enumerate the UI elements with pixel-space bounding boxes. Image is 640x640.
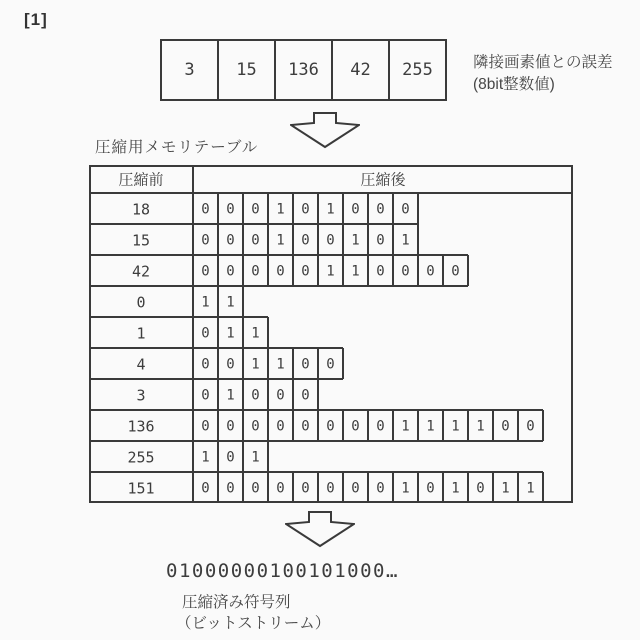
down-arrow-icon <box>285 511 355 548</box>
bit-cell: 0 <box>326 418 335 435</box>
bit-cell: 1 <box>401 232 410 249</box>
input-array-caption <box>473 52 613 96</box>
bit-cell: 0 <box>401 201 410 218</box>
bit-cell: 0 <box>226 201 235 218</box>
output-bitstream: 01000000100101000… <box>166 560 399 582</box>
bit-cell: 1 <box>226 387 235 404</box>
bit-cell: 0 <box>351 201 360 218</box>
bit-cell: 0 <box>201 201 210 218</box>
pixel-value-cell: 136 <box>274 39 333 101</box>
bit-cell: 0 <box>401 263 410 280</box>
bit-cell: 0 <box>226 356 235 373</box>
row-value: 15 <box>131 231 151 250</box>
bit-cell: 0 <box>226 418 235 435</box>
bit-cell: 1 <box>251 325 260 342</box>
bit-cell: 0 <box>501 418 510 435</box>
row-value: 3 <box>136 386 146 405</box>
bit-cell: 1 <box>451 418 460 435</box>
bit-cell: 1 <box>501 480 510 497</box>
row-value: 136 <box>127 417 155 436</box>
bit-cell: 0 <box>251 418 260 435</box>
bit-cell: 1 <box>451 480 460 497</box>
bit-cell: 0 <box>201 387 210 404</box>
bit-cell: 0 <box>201 325 210 342</box>
compression-memory-table-grid <box>89 165 573 504</box>
col-header-before: 圧縮前 <box>118 171 164 189</box>
bit-cell: 0 <box>301 232 310 249</box>
bit-cell: 0 <box>226 263 235 280</box>
bit-cell: 0 <box>276 263 285 280</box>
bit-cell: 0 <box>376 263 385 280</box>
bit-cell: 0 <box>251 387 260 404</box>
bit-cell: 0 <box>301 201 310 218</box>
bit-cell: 0 <box>301 418 310 435</box>
bit-cell: 1 <box>276 356 285 373</box>
bit-cell: 1 <box>401 480 410 497</box>
bit-cell: 0 <box>301 263 310 280</box>
bit-cell: 0 <box>526 418 535 435</box>
bit-cell: 0 <box>451 263 460 280</box>
bit-cell: 0 <box>301 480 310 497</box>
bit-cell: 1 <box>251 356 260 373</box>
pixel-value-array <box>160 39 447 101</box>
bit-cell: 0 <box>251 201 260 218</box>
output-caption-line1: 圧縮済み符号列 <box>182 594 291 611</box>
bit-cell: 0 <box>251 480 260 497</box>
bit-cell: 1 <box>276 232 285 249</box>
bit-cell: 0 <box>351 480 360 497</box>
input-array-caption-line2: (8bit整数値) <box>473 76 555 93</box>
bit-cell: 0 <box>301 387 310 404</box>
bit-cell: 0 <box>201 263 210 280</box>
bit-cell: 0 <box>226 232 235 249</box>
row-value: 4 <box>136 355 146 374</box>
bit-cell: 0 <box>426 480 435 497</box>
row-value: 0 <box>136 293 146 312</box>
output-caption <box>176 592 331 634</box>
bit-cell: 0 <box>376 480 385 497</box>
down-arrow-icon <box>290 112 360 149</box>
bit-cell: 1 <box>426 418 435 435</box>
bit-cell: 1 <box>526 480 535 497</box>
bit-cell: 0 <box>201 232 210 249</box>
bit-cell: 1 <box>251 449 260 466</box>
memory-table-title: 圧縮用メモリテーブル <box>95 139 259 156</box>
bit-cell: 1 <box>351 263 360 280</box>
bit-cell: 0 <box>376 201 385 218</box>
figure-label: [1] <box>24 10 48 29</box>
bit-cell: 0 <box>301 356 310 373</box>
bit-cell: 1 <box>401 418 410 435</box>
bit-cell: 0 <box>201 418 210 435</box>
bit-cell: 0 <box>426 263 435 280</box>
row-value: 18 <box>131 200 151 219</box>
row-value: 151 <box>127 479 155 498</box>
bit-cell: 0 <box>251 263 260 280</box>
bit-cell: 0 <box>201 480 210 497</box>
bit-cell: 1 <box>201 449 210 466</box>
pixel-value-cell: 3 <box>160 39 219 101</box>
bit-cell: 0 <box>476 480 485 497</box>
bit-cell: 0 <box>276 387 285 404</box>
bit-cell: 1 <box>276 201 285 218</box>
row-value: 255 <box>127 448 155 467</box>
compression-memory-table <box>89 165 573 504</box>
bit-cell: 0 <box>201 356 210 373</box>
bit-cell: 1 <box>326 201 335 218</box>
bit-cell: 0 <box>326 356 335 373</box>
bit-cell: 1 <box>326 263 335 280</box>
bit-cell: 0 <box>276 418 285 435</box>
pixel-value-cell: 42 <box>331 39 390 101</box>
bit-cell: 1 <box>226 294 235 311</box>
row-value: 1 <box>136 324 146 343</box>
bit-cell: 0 <box>326 480 335 497</box>
row-value: 42 <box>131 262 151 281</box>
bit-cell: 0 <box>351 418 360 435</box>
bit-cell: 1 <box>476 418 485 435</box>
bit-cell: 1 <box>351 232 360 249</box>
pixel-value-cell: 15 <box>217 39 276 101</box>
input-array-caption-line1: 隣接画素値との誤差 <box>473 54 613 71</box>
bit-cell: 0 <box>226 480 235 497</box>
bit-cell: 0 <box>376 418 385 435</box>
output-caption-line2: （ビットストリーム） <box>176 615 331 632</box>
bit-cell: 0 <box>226 449 235 466</box>
bit-cell: 0 <box>326 232 335 249</box>
bit-cell: 0 <box>251 232 260 249</box>
col-header-after: 圧縮後 <box>360 171 406 189</box>
bit-cell: 1 <box>201 294 210 311</box>
pixel-value-cell: 255 <box>388 39 447 101</box>
bit-cell: 0 <box>376 232 385 249</box>
bit-cell: 1 <box>226 325 235 342</box>
bit-cell: 0 <box>276 480 285 497</box>
